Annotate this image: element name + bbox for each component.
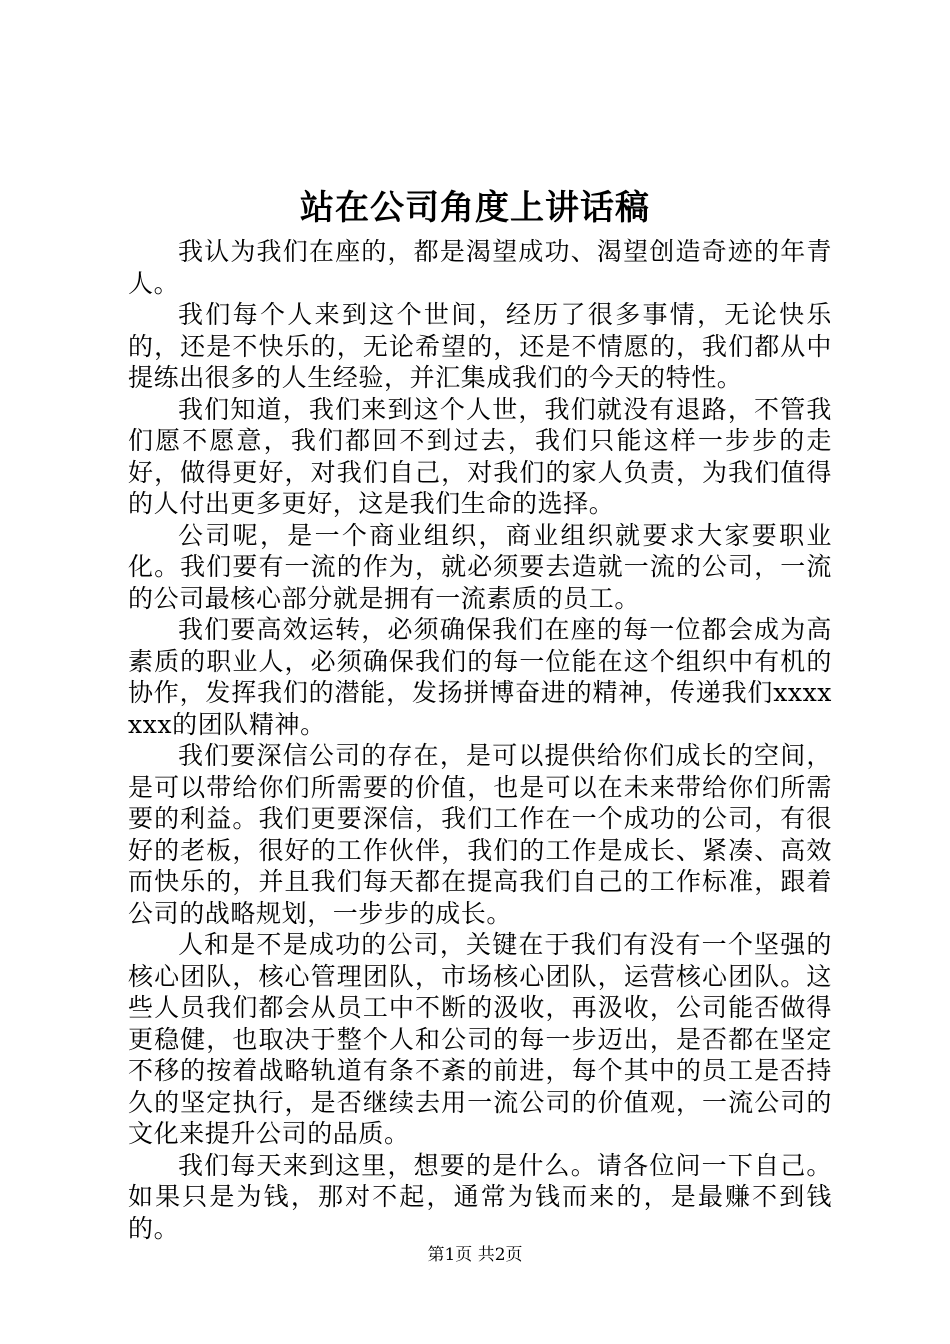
paragraph-2: 我们每个人来到这个世间，经历了很多事情，无论快乐的，还是不快乐的，无论希望的，还是不情愿的，我们都从中提练出很多的人生经验，并汇集成我们的今天的特性。	[128, 300, 832, 392]
document-title: 站在公司角度上讲话稿	[300, 188, 650, 228]
paragraph-6: 我们要深信公司的存在，是可以提供给你们成长的空间，是可以带给你们所需要的价值，也是可以在未来带给你们所需要的利益。我们更要深信，我们工作在一个成功的公司，有很好的老板，很好的工作伙伴，我们的工作是成长、紧凑、高效而快乐的，并且我们每天都在提高我们自己的工作标准，跟着公司的战略规划，一步步的成长。	[128, 741, 832, 928]
paragraph-4: 公司呢，是一个商业组织，商业组织就要求大家要职业化。我们要有一流的作为，就必须要去造就一流的公司，一流的公司最核心部分就是拥有一流素质的员工。	[128, 520, 832, 613]
document-body	[128, 236, 832, 1244]
paragraph-7: 人和是不是成功的公司，关键在于我们有没有一个坚强的核心团队，核心管理团队，市场核心团队，运营核心团队。这些人员我们都会从员工中不断的汲收，再汲收，公司能否做得更稳健，也取决于整个人和公司的每一步迈出，是否都在坚定不移的按着战略轨道有条不紊的前进，每个其中的员工是否持久的坚定执行，是否继续去用一流公司的价值观，一流公司的文化来提升公司的品质。	[128, 930, 832, 1148]
paragraph-8: 我们每天来到这里，想要的是什么。请各位问一下自己。如果只是为钱，那对不起，通常为钱而来的，是最赚不到钱的。	[128, 1150, 832, 1243]
page-number-footer: 第1页 共2页	[427, 1245, 523, 1265]
paragraph-5: 我们要高效运转，必须确保我们在座的每一位都会成为高素质的职业人，必须确保我们的每一位能在这个组织中有机的协作，发挥我们的潜能，发扬拼博奋进的精神，传递我们xxxxxxx的团队精神。	[128, 615, 832, 739]
paragraph-3: 我们知道，我们来到这个人世，我们就没有退路，不管我们愿不愿意，我们都回不到过去，我们只能这样一步步的走好，做得更好，对我们自己，对我们的家人负责，为我们值得的人付出更多更好，这是我们生命的选择。	[128, 394, 832, 518]
paragraph-1: 我认为我们在座的，都是渴望成功、渴望创造奇迹的年青人。	[128, 237, 832, 298]
